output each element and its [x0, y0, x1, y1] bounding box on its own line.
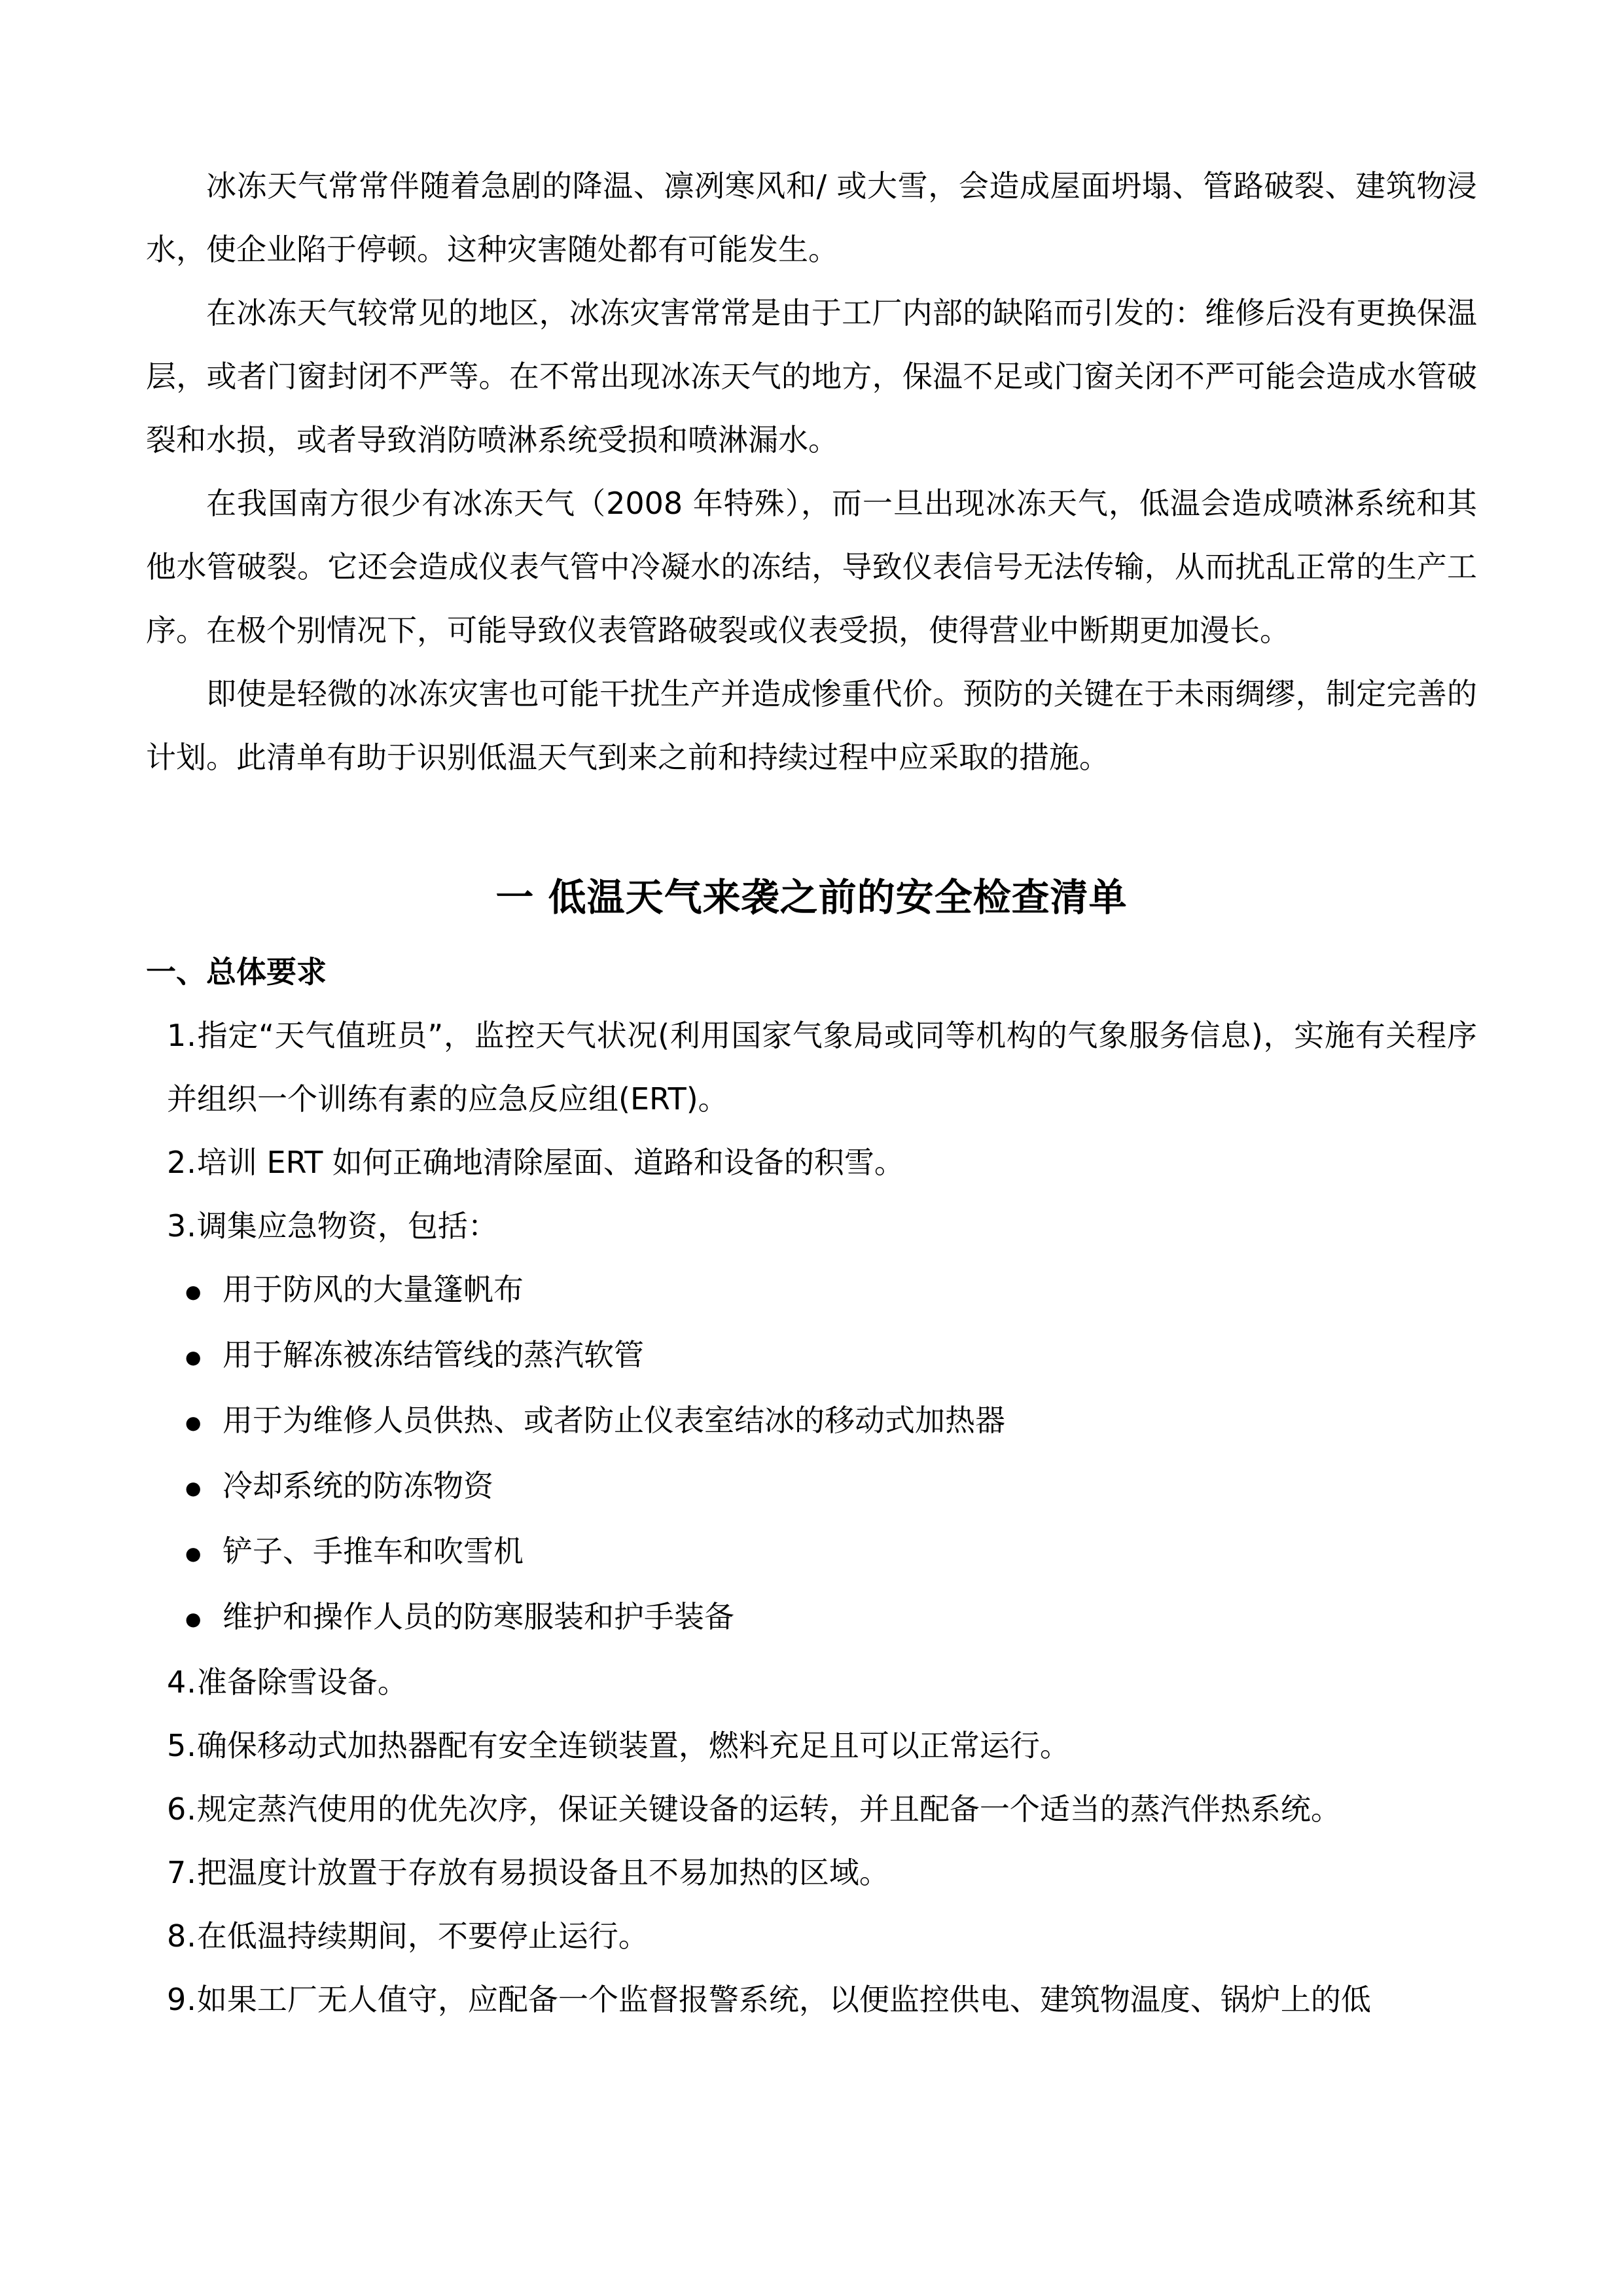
item-number: 6. — [167, 1791, 197, 1827]
item-text: 在低温持续期间，不要停止运行。 — [196, 1918, 649, 1954]
item-number: 5. — [167, 1728, 197, 1763]
bullet-text: 用于为维修人员供热、或者防止仪表室结冰的移动式加热器 — [223, 1403, 1005, 1438]
item-number: 2. — [167, 1145, 197, 1180]
intro-paragraph-4: 即使是轻微的冰冻灾害也可能干扰生产并造成惨重代价。预防的关键在于未雨绸缪，制定完善的计划。此清单有助于识别低温天气到来之前和持续过程中应采取的措施。 — [146, 676, 1477, 775]
intro-paragraph-1: 冰冻天气常常伴随着急剧的降温、凛冽寒风和/ 或大雪，会造成屋面坍塌、管路破裂、建筑物浸水，使企业陷于停顿。这种灾害随处都有可能发生。 — [146, 168, 1477, 267]
checklist-item-9 — [146, 1968, 1477, 2032]
subsection-heading: 一、总体要求 — [146, 954, 327, 990]
bullet-icon: ● — [185, 1477, 202, 1499]
checklist-item-2 — [146, 1131, 1477, 1194]
bullet-text: 用于防风的大量篷帆布 — [223, 1272, 524, 1307]
item-text: 准备除雪设备。 — [196, 1664, 408, 1700]
checklist-item-5 — [146, 1714, 1477, 1778]
checklist-item-6 — [146, 1778, 1477, 1841]
checklist-item-4 — [146, 1651, 1477, 1714]
bullet-icon: ● — [185, 1608, 202, 1630]
bullet-item-4 — [146, 1454, 1477, 1520]
bullet-item-2 — [146, 1323, 1477, 1389]
bullet-text: 用于解冻被冻结管线的蒸汽软管 — [223, 1337, 644, 1372]
bullet-text: 冷却系统的防冻物资 — [223, 1468, 493, 1503]
item-number: 1. — [167, 1018, 197, 1053]
item-text: 如果工厂无人值守，应配备一个监督报警系统，以便监控供电、建筑物温度、锅炉上的低 — [196, 1982, 1371, 2017]
bullet-text: 铲子、手推车和吹雪机 — [223, 1534, 524, 1569]
bullet-item-6 — [146, 1585, 1477, 1651]
item-number: 3. — [167, 1208, 197, 1244]
checklist-item-8 — [146, 1905, 1477, 1968]
checklist-item-3 — [146, 1194, 1477, 1258]
intro-paragraph-3: 在我国南方很少有冰冻天气（2008 年特殊），而一旦出现冰冻天气，低温会造成喷淋系统和其他水管破裂。它还会造成仪表气管中冷凝水的冻结，导致仪表信号无法传输，从而扰乱正常的生产工序。在极个别情况下，可能导致仪表管路破裂或仪表受损，使得营业中断期更加漫长。 — [146, 486, 1477, 648]
bullet-item-3 — [146, 1389, 1477, 1454]
checklist-item-7 — [146, 1841, 1477, 1905]
item-number: 8. — [167, 1918, 197, 1954]
item-text: 把温度计放置于存放有易损设备且不易加热的区域。 — [196, 1855, 889, 1890]
bullet-icon: ● — [185, 1543, 202, 1564]
bullet-text: 维护和操作人员的防寒服装和护手装备 — [223, 1599, 734, 1634]
intro-paragraph-2: 在冰冻天气较常见的地区，冰冻灾害常常是由于工厂内部的缺陷而引发的：维修后没有更换保温层，或者门窗封闭不严等。在不常出现冰冻天气的地方，保温不足或门窗关闭不严可能会造成水管破裂和水损，或者导致消防喷淋系统受损和喷淋漏水。 — [146, 295, 1477, 457]
item-number: 7. — [167, 1855, 197, 1890]
section-title: 一 低温天气来袭之前的安全检查清单 — [495, 875, 1128, 920]
bullet-item-5 — [146, 1520, 1477, 1585]
bullet-item-1 — [146, 1258, 1477, 1323]
bullet-icon: ● — [185, 1412, 202, 1433]
item-text: 确保移动式加热器配有安全连锁装置，燃料充足且可以正常运行。 — [196, 1728, 1070, 1763]
item-text: 培训 ERT 如何正确地清除屋面、道路和设备的积雪。 — [196, 1145, 904, 1180]
item-text: 规定蒸汽使用的优先次序，保证关键设备的运转，并且配备一个适当的蒸汽伴热系统。 — [196, 1791, 1341, 1827]
bullet-icon: ● — [185, 1281, 202, 1302]
bullet-icon: ● — [185, 1346, 202, 1368]
item-number: 9. — [167, 1982, 197, 2017]
item-text: 指定“天气值班员”，监控天气状况(利用国家气象局或同等机构的气象服务信息)，实施有关程序并组织一个训练有素的应急反应组(ERT)。 — [167, 1018, 1477, 1117]
item-text: 调集应急物资，包括： — [196, 1208, 498, 1244]
item-number: 4. — [167, 1664, 197, 1700]
checklist-item-1 — [146, 1004, 1477, 1131]
